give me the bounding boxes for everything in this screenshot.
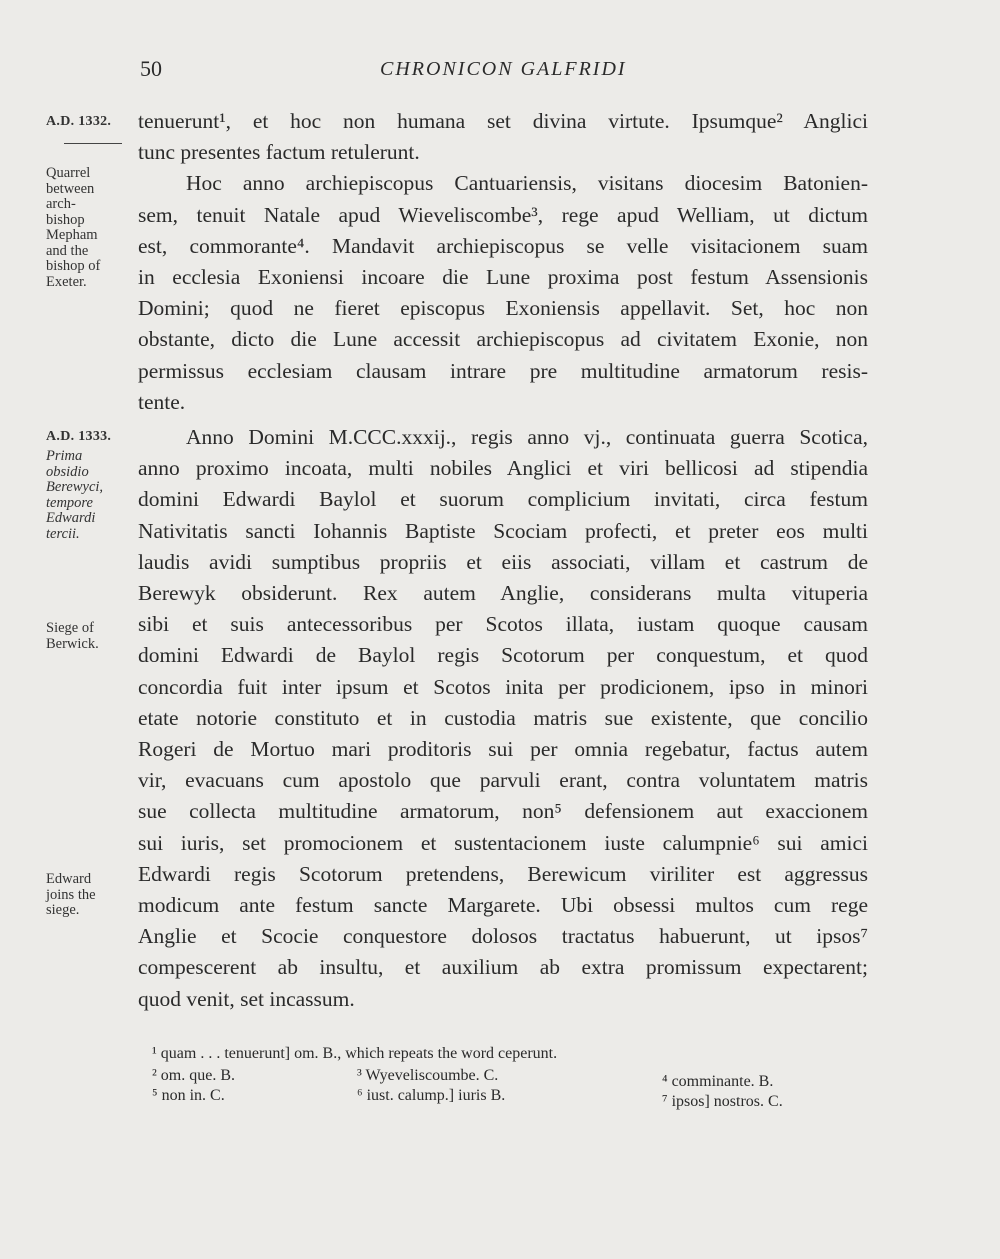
- text-line: obstante, dicto die Lune accessit archiepiscopus ad civitatem Exonie, non: [138, 327, 868, 352]
- text-line: laudis avidi sumptibus propriis et eiis associati, villam et castrum de: [138, 549, 868, 574]
- margin-line: obsidio: [46, 463, 89, 480]
- margin-note-edward-joins: [46, 872, 96, 919]
- margin-line: Mepham: [46, 227, 98, 243]
- text-line: est, commorante⁴. Mandavit archiepiscopus se velle visitacionem suam: [138, 233, 868, 258]
- text-line: Nativitatis sancti Iohannis Baptiste Scociam profecti, et preter eos multi: [138, 518, 868, 543]
- text-line: Domini; quod ne fieret episcopus Exoniensis appellavit. Set, hoc non: [138, 296, 868, 321]
- paragraph-2: [138, 168, 868, 418]
- footnote-6: ⁶ iust. calump.] iuris B.: [357, 1087, 506, 1104]
- text-line: domini Edwardi de Baylol regis Scotorum per conquestum, et quod: [138, 643, 868, 668]
- text-line: vir, evacuans cum apostolo que parvuli erant, contra voluntatem matris: [138, 768, 868, 793]
- footnote-5: ⁵ non in. C.: [152, 1087, 225, 1104]
- margin-year-1333: A.D. 1333.: [46, 429, 112, 444]
- margin-line: joins the: [46, 886, 96, 903]
- margin-note-prima-obsidio: [46, 449, 103, 542]
- margin-year-1332: A.D. 1332.: [46, 114, 112, 129]
- text-line: sue collecta multitudine armatorum, non⁵ defensionem aut exaccionem: [138, 799, 868, 824]
- margin-line: siege.: [46, 902, 80, 918]
- footnote-2: ² om. que. B.: [152, 1067, 236, 1084]
- margin-line: Edward: [46, 871, 92, 887]
- text-line: Hoc anno archiepiscopus Cantuariensis, visitans diocesim Batonien-: [186, 171, 868, 196]
- margin-line: tercii.: [46, 525, 80, 542]
- margin-rule: [64, 143, 122, 144]
- text-line: tunc presentes factum retulerunt.: [138, 140, 420, 165]
- text-line: sibi et suis antecessoribus per Scotos illata, iustam quoque causam: [138, 612, 868, 637]
- footnote-7: ⁷ ipsos] nostros. C.: [662, 1093, 783, 1110]
- margin-line: Siege of: [46, 620, 94, 636]
- margin-note-siege: [46, 621, 99, 652]
- text-line: in ecclesia Exoniensi incoare die Lune proxima post festum Assensionis: [138, 265, 868, 290]
- text-line: sui iuris, set promocionem et sustentacionem iuste calumpnie⁶ sui amici: [138, 830, 868, 855]
- text-line: concordia fuit inter ipsum et Scotos inita per prodicionem, ipso in minori: [138, 674, 868, 699]
- margin-line: tempore: [46, 494, 93, 511]
- text-line: compescerent ab insultu, et auxilium ab extra promissum expectarent;: [138, 955, 868, 980]
- text-line: Edwardi regis Scotorum pretendens, Berewicum viriliter est aggressus: [138, 861, 868, 886]
- text-line: domini Edwardi Baylol et suorum complicium invitati, circa festum: [138, 487, 868, 512]
- paragraph-3: [138, 422, 868, 1015]
- margin-line: Quarrel: [46, 165, 91, 181]
- text-line: Berewyk obsiderunt. Rex autem Anglie, considerans multa vituperia: [138, 581, 868, 606]
- margin-line: and the: [46, 242, 89, 259]
- page-header: [0, 56, 1000, 86]
- text-line: anno proximo incoata, multi nobiles Anglici et viri bellicosi ad stipendia: [138, 456, 868, 481]
- text-line: Anglie et Scocie conquestore dolosos tractatus habuerunt, ut ipsos⁷: [138, 924, 868, 949]
- margin-line: Berewyci,: [46, 479, 104, 495]
- text-line: sem, tenuit Natale apud Wieveliscombe³, rege apud Welliam, ut dictum: [138, 202, 868, 227]
- text-line: quod venit, set incassum.: [138, 986, 355, 1011]
- margin-line: Berwick.: [46, 635, 99, 652]
- margin-line: bishop of: [46, 258, 101, 274]
- margin-line: arch-: [46, 196, 76, 212]
- margin-note-quarrel: [46, 166, 100, 290]
- margin-line: Edwardi: [46, 510, 96, 526]
- margin-line: bishop: [46, 211, 85, 228]
- footnote-4: ⁴ comminante. B.: [662, 1073, 774, 1090]
- text-line: permissus ecclesiam clausam intrare pre multitudine armatorum resis-: [138, 358, 868, 383]
- margin-line: between: [46, 180, 95, 197]
- text-line: tente.: [138, 389, 186, 414]
- page-number: 50: [140, 56, 162, 81]
- text-line: etate notorie constituto et in custodia matris sue existente, que concilio: [138, 705, 868, 730]
- margin-line: Exeter.: [46, 273, 87, 290]
- footnote-1: ¹ quam . . . tenuerunt] om. B., which repeats the word ceperunt.: [152, 1045, 558, 1062]
- text-line: Anno Domini M.CCC.xxxij., regis anno vj., continuata guerra Scotica,: [186, 425, 868, 450]
- paragraph-1: [138, 106, 868, 168]
- footnotes: [152, 1044, 872, 1110]
- body-text: [138, 106, 868, 1015]
- text-line: tenuerunt¹, et hoc non humana set divina virtute. Ipsumque² Anglici: [138, 109, 868, 133]
- margin-line: Prima: [46, 448, 83, 464]
- text-line: Rogeri de Mortuo mari proditoris sui per omnia regebatur, factus autem: [138, 737, 868, 762]
- footnote-3: ³ Wyeveliscoumbe. C.: [357, 1067, 499, 1084]
- text-line: modicum ante festum sancte Margarete. Ubi obsessi multos cum rege: [138, 893, 868, 918]
- running-title: CHRONICON GALFRIDI: [380, 58, 627, 80]
